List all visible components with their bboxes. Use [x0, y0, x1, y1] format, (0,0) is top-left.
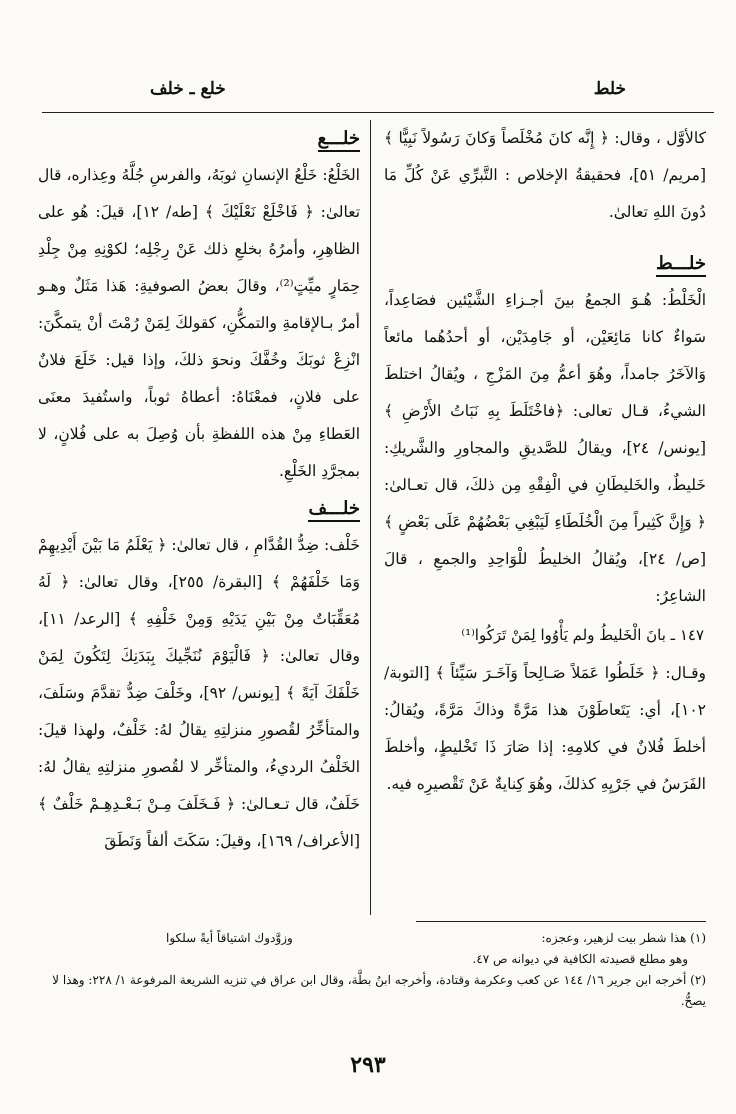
section-heading-khalf-text: خلـــف	[308, 498, 360, 522]
footnote-2: (٢) أخرجه ابن جرير ١٦/ ١٤٤ عن كعب وعكرمة وقتادة، وأخرجه ابنُ بطَّة، وقال ابن عراق في تنزيه الشريعة المرفوعة ١/ ٢٢٨: وهذا لا يصحُّ.	[52, 973, 706, 1008]
column-divider	[370, 120, 371, 915]
page-number: ٢٩٣	[350, 1052, 386, 1078]
section-heading-khalt	[384, 245, 706, 282]
entry-paragraph: الخَلْعُ: خَلْعُ الإنسانِ ثوبَهُ، والفرسِ جُلَّهُ وعِذاره، قال تعالىٰ: ﴿ فَاخْلَعْ نَعْلَيْكَ ﴾ [طه/ ١٢]، قيلَ: هُو على الظاهِرِ، وأمرُهُ بخلعِ ذلك عَنْ رِجْلِه؛ لكوْنِهِ مِنْ جِلْدِ حِمَارٍ ميِّتٍ⁽²⁾، وقالَ بعضُ الصوفيةِ: هَذا مَثَلٌ وهـو أمرٌ بـالإقامةِ والتمكُّنِ، كقولكَ لِمَنْ رُمْتَ أنْ يتمكَّنَ: انْزِعْ ثوبَكَ وخُفَّكَ ونحوَ ذلكَ، وإذا قيل: خَلَعَ فلانٌ على فلانٍ، فمعْنَاهُ: أعطاهُ ثوباً، واستُفيدَ معنَى العَطاءِ مِنْ هذه اللفظةِ بأن وُصِلَ به على فُلانٍ، لا بمجرَّدِ الخَلْعِ.	[38, 166, 361, 480]
entry-paragraph: الْخَلْطُ: هُـوَ الجمعُ بينَ أجـزاءِ الشَّيْئين فصَاعِداً، سَواءٌ كانا مَائِعَيْن، أو جَامِدَيْن، أو أحدُهُما مائعاً وَالآخَرُ جامداً، وهُوَ أعمُّ مِنَ المَزْجِ ، ويُقالُ اختلطَ الشيءُ، قـال تعالى: ﴿فاخْتَلَطَ بِهِ نَبَاتُ الأَرْضِ ﴾ [يونس/ ٢٤]، ويقالُ للصَّديقِ والمجاورِ والشَّريكِ: خَليطٌ، والخَليطَانِ في الْفِقْهِ مِن ذلكَ، قال تعـالىٰ: ﴿ وَإِنَّ كَثِيراً مِنَ الْخُلَطَاءِ لَيَبْغِي بَعْضُهُمْ عَلَى بَعْضٍ ﴾ [ص/ ٢٤]، ويُقالُ الخليطُ للْوَاحِدِ والجمعِ ، قالَ الشاعِرُ:	[384, 291, 706, 605]
poetry-verse: ١٤٧ ـ بانَ الْخَليطُ ولم يَأْوُوا لِمَنْ تَرَكُوا⁽¹⁾	[461, 626, 704, 644]
right-column	[384, 120, 706, 803]
running-head-right: خلط	[593, 79, 626, 99]
section-heading-khalf	[38, 490, 360, 527]
footnote-1-note: وهو مطلع قصيدته الكافية في ديوانه ص ٤٧.	[472, 952, 688, 966]
left-column	[38, 120, 360, 860]
section-heading-khal	[38, 120, 360, 157]
footnote-1	[166, 928, 706, 949]
section-gap	[384, 231, 706, 245]
header-rule	[42, 112, 714, 113]
running-head-left: خلع ـ خلف	[150, 79, 226, 99]
section-heading-khal-text: خلـــع	[318, 128, 361, 152]
footnote-1-verse: وزوَّدوك اشتياقاً أيةً سلكوا	[166, 931, 293, 945]
continuation-paragraph: كالأوَّل ، وقال: ﴿ إِنَّه كانَ مُخْلَصاً وَكانَ رَسُولاً نَبِيًّا ﴾ [مريم/ ٥١]، فحقيقةُ الإخلاص : التَّبرِّي عَنْ كُلِّ مَا دُونَ اللهِ تعالىٰ.	[384, 129, 706, 221]
footnote-rule	[416, 921, 706, 922]
entry-paragraph: خَلْف: ضِدُّ القُدَّامِ ، قال تعالىٰ: ﴿ يَعْلَمُ مَا بَيْنَ أَيْدِيهِمْ وَمَا خَلْفَهُمْ ﴾ [البقرة/ ٢٥٥]، وقال تعالىٰ: ﴿ لَهُ مُعَقِّبَاتٌ مِنْ بَيْنِ يَدَيْهِ وَمِنْ خَلْفِهِ ﴾ [الرعد/ ١١]، وقال تعالىٰ: ﴿ فَالْيَوْمَ نُنَجِّيكَ بِبَدَنِكَ لِتَكُونَ لِمَنْ خَلْفَكَ آيَةً ﴾ [يونس/ ٩٢]، وخَلْفَ ضِدُّ تقدَّمَ وسَلَفَ، والمتأخِّرُ لقُصورِ منزلتِهِ يقالُ لهُ: خَلْفٌ، ولهذا قيلَ: الخَلْفُ الرديءُ، والمتأخِّر لا لقُصورِ منزلتِهِ يقالُ لهُ: خَلَفٌ، قال تـعـالىٰ: ﴿ فَـخَلَفَ مِـنْ بَـعْـدِهِـمْ خَلْفٌ ﴾ [الأعراف/ ١٦٩]، وقيلَ: سَكَتَ ألفاً وَنَطَقَ	[38, 536, 360, 850]
footnote-1-intro: (١) هذا شطر بيت لزهير، وعجزه:	[541, 931, 706, 945]
entry-paragraph: وقـال: ﴿ خَلَطُوا عَمَلاً صَـالِحاً وَآخَـرَ سَيِّئاً ﴾ [التوبة/ ١٠٢]، أي: يَتَعاطَوْنَ هذا مَرَّةً وذاكَ مَرَّةً، ويُقالُ: أخلطَ فُلانٌ في كلامِهِ: إذا صَارَ ذَا تَخْليطٍ، وأخلطَ الفَرَسُ في جَرْيِهِ كذلكَ، وهُوَ كِنايةٌ عَنْ تَقْصيرِه فيه.	[384, 664, 706, 793]
footnotes	[30, 928, 706, 1012]
section-heading-khalt-text: خلـــط	[656, 253, 706, 277]
